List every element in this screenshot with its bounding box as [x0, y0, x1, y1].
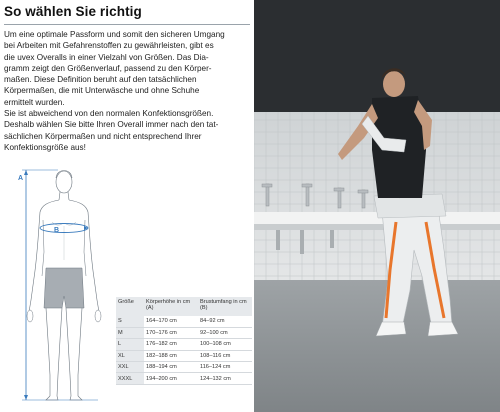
table-row: [116, 362, 252, 373]
height-cell: 194–200 cm: [144, 373, 198, 384]
chest-cell: 100–108 cm: [198, 339, 252, 350]
paragraph-line: Konfektionsgröße aus!: [4, 142, 86, 152]
paragraph-line: bei Arbeiten mit Gefahrenstoffen zu gewährleisten, gibt es: [4, 41, 214, 51]
page-title: So wählen Sie richtig: [4, 4, 142, 19]
size-cell: M: [116, 327, 144, 338]
worker-in-overall-photo: [254, 0, 500, 412]
paragraph-line: Sie ist abweichend von den normalen Konfektionsgrößen.: [4, 109, 214, 119]
paragraph-line: ermittelt wurden.: [4, 97, 65, 107]
chest-cell: 92–100 cm: [198, 327, 252, 338]
paragraph-line: Um eine optimale Passform und somit den sicheren Umgang: [4, 30, 225, 39]
table-header-row: [116, 297, 252, 316]
height-label: A: [18, 175, 24, 182]
size-cell: XL: [116, 350, 144, 361]
height-cell: 188–194 cm: [144, 362, 198, 373]
table-row: [116, 373, 252, 384]
paragraph-line: gramm zeigt den Größenverlauf, passend zu den Körper-: [4, 63, 212, 73]
paragraph-line: maßen. Diese Definition beruht auf den tatsächlichen: [4, 75, 197, 85]
chest-cell: 116–124 cm: [198, 362, 252, 373]
height-arrow-down: [24, 395, 28, 400]
height-cell: 170–176 cm: [144, 327, 198, 338]
chest-cell: 108–116 cm: [198, 350, 252, 361]
title-divider: [4, 24, 250, 25]
product-photo: [254, 0, 500, 412]
paragraph-line: Körpermaßen, die mit Unterwäsche und ohne Schuhe: [4, 86, 200, 96]
intro-paragraph: [4, 29, 254, 153]
chest-cell: 84–92 cm: [198, 316, 252, 327]
size-cell: XXXL: [116, 373, 144, 384]
paragraph-line: Deshalb wählen Sie bitte Ihren Overall immer nach den tat-: [4, 120, 219, 130]
paragraph-line: die uvex Overalls in einer Vielzahl von Größen. Das Dia-: [4, 52, 209, 62]
table-header: Brustumfang in cm (B): [198, 297, 252, 316]
table-row: [116, 339, 252, 350]
size-cell: L: [116, 339, 144, 350]
height-cell: 176–182 cm: [144, 339, 198, 350]
size-cell: XXL: [116, 362, 144, 373]
table-row: [116, 316, 252, 327]
table-row: [116, 350, 252, 361]
table-header: Größe: [116, 297, 144, 316]
height-cell: 164–170 cm: [144, 316, 198, 327]
size-cell: S: [116, 316, 144, 327]
chest-label: B: [54, 227, 60, 234]
size-table: [116, 297, 252, 385]
table-header: Körperhöhe in cm (A): [144, 297, 198, 316]
height-arrow-up: [24, 170, 28, 175]
chest-cell: 124–132 cm: [198, 373, 252, 384]
height-cell: 182–188 cm: [144, 350, 198, 361]
shorts-shape: [44, 268, 84, 308]
paragraph-line: sächlichen Körpermaßen und nicht entsprechend Ihrer: [4, 131, 202, 141]
table-row: [116, 327, 252, 338]
